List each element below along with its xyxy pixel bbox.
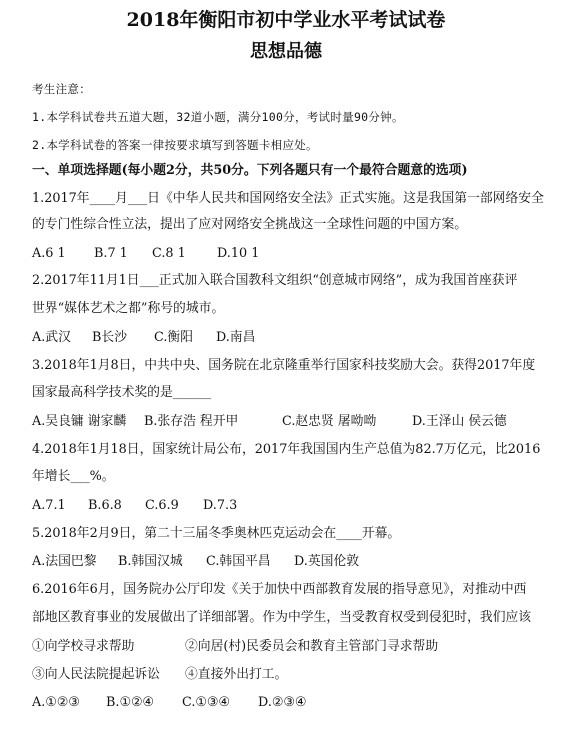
question-2-line-2: 世界“媒体艺术之都”称号的城市。 [32,301,225,316]
exam-title: 2018年衡阳市初中学业水平考试试卷 [126,9,446,31]
question-1-line-2: 的专门性综合性立法，提出了应对网络安全挑战这一全球性问题的中国方案。 [32,217,468,232]
option-c: C.①③④ [182,695,230,710]
option-a: A.吴良镛 谢家麟 [32,414,127,429]
option-a: A.①②③ [32,695,80,710]
question-6-statements-row-1 [32,638,552,656]
question-1-line-1: 1.2017年____月___日《中华人民共和国网络安全法》正式实施。这是我国第一部网络安全 [32,191,544,206]
option-c: C.赵忠贤 屠呦呦 [282,414,377,429]
question-2-line-1: 2.2017年11月1日___正式加入联合国教科文组织“创意城市网络”，成为我国首座获评 [32,273,518,288]
notice-heading: 考生注意： [32,82,91,96]
statement-4: ④直接外出打工。 [185,667,288,682]
question-4-options [32,497,552,515]
option-d: D.南昌 [216,330,256,345]
option-b: B长沙 [92,330,127,345]
notice-item-1: 1.本学科试卷共五道大题，32道小题，满分100分，考试时量90分钟。 [32,110,404,124]
option-d: D.王泽山 侯云德 [412,414,507,429]
question-5-line-1: 5.2018年2月9日，第二十三届冬季奥林匹克运动会在____开幕。 [32,526,401,541]
option-a: A.法国巴黎 [32,554,97,569]
question-5-options [32,553,552,571]
statement-2: ②向居(村)民委员会和教育主管部门寻求帮助 [185,639,439,654]
question-6-line-1: 6.2016年6月，国务院办公厅印发《关于加快中西部教育发展的指导意见》，对推动中西 [32,582,527,597]
question-4-line-1: 4.2018年1月18日，国家统计局公布，2017年我国国内生产总值为82.7万亿元，比2016 [32,442,541,457]
option-b: B.①②④ [106,695,154,710]
statement-1: ①向学校寻求帮助 [32,639,135,654]
question-3-line-2: 国家最高科学技术奖的是______ [32,385,212,400]
option-b: B.韩国汉城 [118,554,183,569]
statement-3: ③向人民法院提起诉讼 [32,667,160,682]
option-a: A.武汉 [32,330,71,345]
section-heading: 一、单项选择题(每小题2分，共50分。下列各题只有一个最符合题意的选项) [32,163,468,178]
question-6-line-2: 部地区教育事业的发展做出了详细部署。作为中学生，当受教育权受到侵犯时，我们应该 [32,610,532,625]
question-2-options [32,329,552,347]
option-a: A.7.1 [32,498,66,513]
notice-item-2: 2.本学科试卷的答案一律按要求填写到答题卡相应处。 [32,138,318,152]
option-b: B.7 1 [94,246,128,261]
question-6-statements-row-2 [32,666,552,684]
option-a: A.6 1 [32,246,66,261]
option-b: B.张存浩 程开甲 [144,414,239,429]
option-d: D.10 1 [217,246,260,261]
question-4-line-2: 年增长___%。 [32,469,115,484]
question-1-options [32,245,552,263]
option-c: C.韩国平昌 [206,554,271,569]
option-d: D.英国伦敦 [294,554,360,569]
question-3-line-1: 3.2018年1月8日，中共中央、国务院在北京隆重举行国家科技奖励大会。获得2017年度 [32,358,536,373]
option-b: B.6.8 [88,498,122,513]
question-6-options [32,694,552,712]
option-d: D.②③④ [258,695,307,710]
option-c: C.8 1 [152,246,186,261]
option-d: D.7.3 [203,498,238,513]
option-c: C.衡阳 [154,330,193,345]
question-3-options [32,413,552,431]
subject-title: 思想品德 [250,41,322,62]
option-c: C.6.9 [145,498,179,513]
